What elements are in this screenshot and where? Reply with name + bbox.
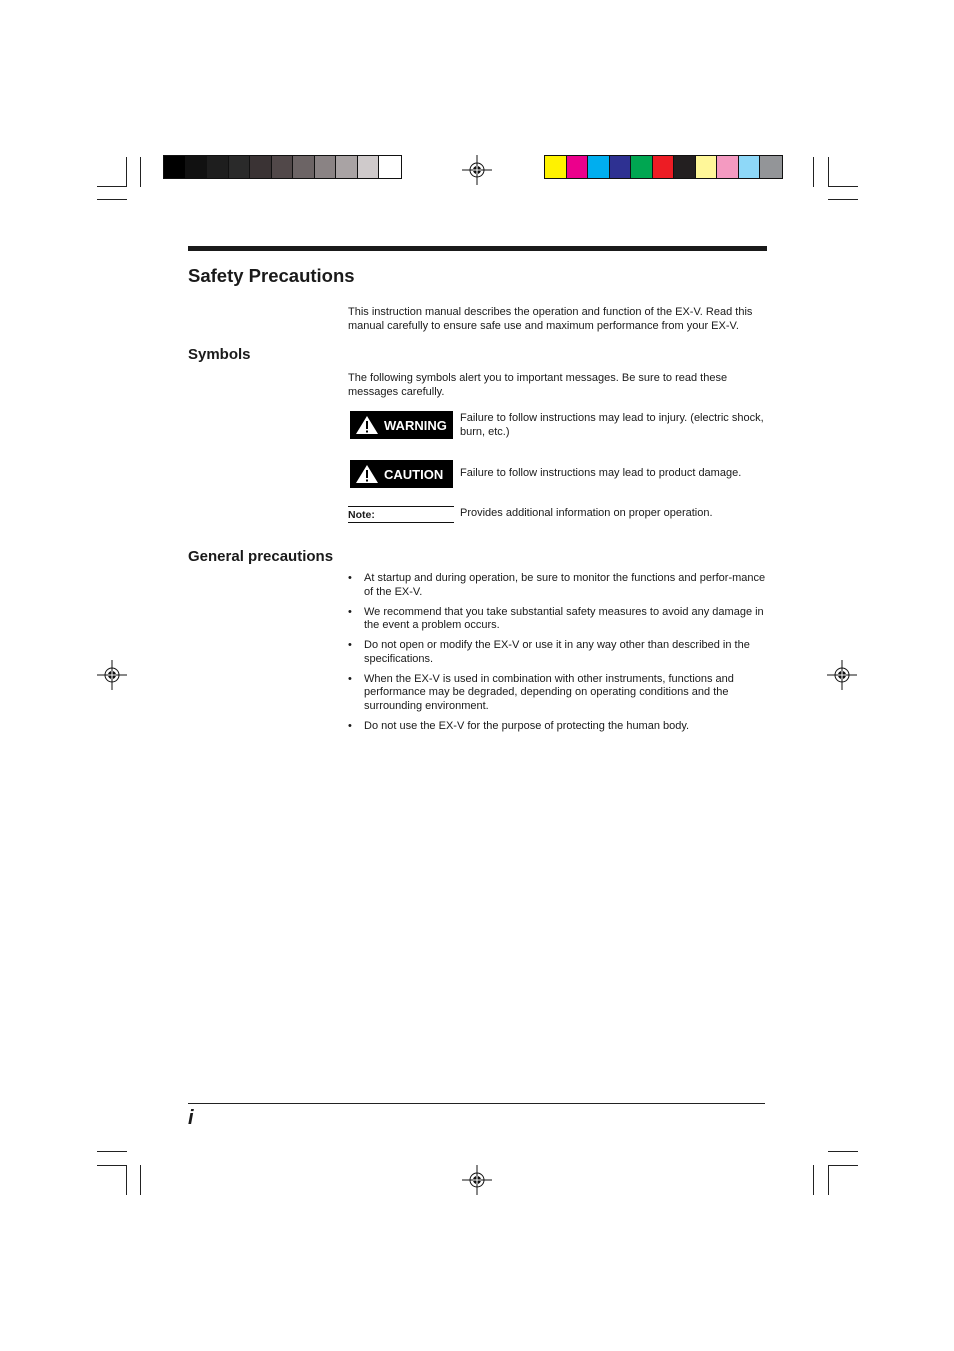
crop-mark [813,1165,814,1195]
crop-mark [126,157,127,187]
footer-rule [188,1103,765,1104]
crop-mark [140,1165,141,1195]
color-swatch [336,156,358,178]
list-item: • Do not use the EX-V for the purpose of protecting the human body. [348,720,768,734]
process-color-bar [544,155,783,179]
crop-mark [97,1151,127,1152]
crop-mark [813,157,814,187]
general-precautions-heading: General precautions [188,548,334,565]
page-number: i [188,1107,194,1129]
list-item: • At startup and during operation, be sure to monitor the functions and perfor-mance of the EX-V. [348,572,768,599]
crop-mark [828,1165,858,1166]
warning-label: WARNING [384,417,447,433]
page-title: Safety Precautions [188,265,355,286]
crop-mark [97,1165,127,1166]
grayscale-color-bar [163,155,402,179]
color-swatch [315,156,337,178]
color-swatch [717,156,739,178]
caution-description: Failure to follow instructions may lead to product damage. [460,467,742,479]
crop-mark [126,1165,127,1195]
crop-mark [828,199,858,200]
warning-description: Failure to follow instructions may lead to injury. (electric shock, burn, etc.) [460,412,764,438]
crop-mark [828,186,858,187]
registration-mark-icon [97,660,127,690]
section-top-rule [188,246,767,251]
color-swatch [588,156,610,178]
color-swatch [250,156,272,178]
crop-mark [140,157,141,187]
color-swatch [567,156,589,178]
color-swatch [229,156,251,178]
registration-mark-icon [462,1165,492,1195]
color-swatch [186,156,208,178]
symbols-heading: Symbols [188,346,251,363]
caution-label: CAUTION [384,466,444,482]
color-swatch [653,156,675,178]
warning-badge [350,411,453,439]
crop-mark [97,199,127,200]
crop-mark [97,186,127,187]
color-swatch [164,156,186,178]
color-swatch [610,156,632,178]
note-label: Note: [348,506,454,523]
symbols-intro: The following symbols alert you to important messages. Be sure to read these messages carefully. [348,372,728,398]
color-swatch [739,156,761,178]
color-swatch [631,156,653,178]
crop-mark [828,1165,829,1195]
crop-mark [828,1151,858,1152]
color-swatch [760,156,782,178]
warning-triangle-icon [355,415,379,435]
list-item: • When the EX-V is used in combination with other instruments, functions and performance may be degraded, depending on operating conditions and the surrounding environment. [348,673,768,714]
color-swatch [545,156,567,178]
registration-mark-icon [827,660,857,690]
precautions-list [348,572,768,740]
registration-mark-icon [462,155,492,185]
caution-badge [350,460,453,488]
color-swatch [674,156,696,178]
note-description: Provides additional information on proper operation. [460,507,713,519]
color-swatch [293,156,315,178]
caution-triangle-icon [355,464,379,484]
list-item: • We recommend that you take substantial safety measures to avoid any damage in the event a problem occurs. [348,606,768,633]
color-swatch [358,156,380,178]
intro-paragraph: This instruction manual describes the operation and function of the EX-V. Read this manual carefully to ensure safe use and maximum performance from your EX-V. [348,306,753,332]
color-swatch [379,156,401,178]
crop-mark [828,157,829,187]
color-swatch [696,156,718,178]
color-swatch [272,156,294,178]
color-swatch [207,156,229,178]
list-item: • Do not open or modify the EX-V or use it in any way other than described in the specifications. [348,639,768,666]
